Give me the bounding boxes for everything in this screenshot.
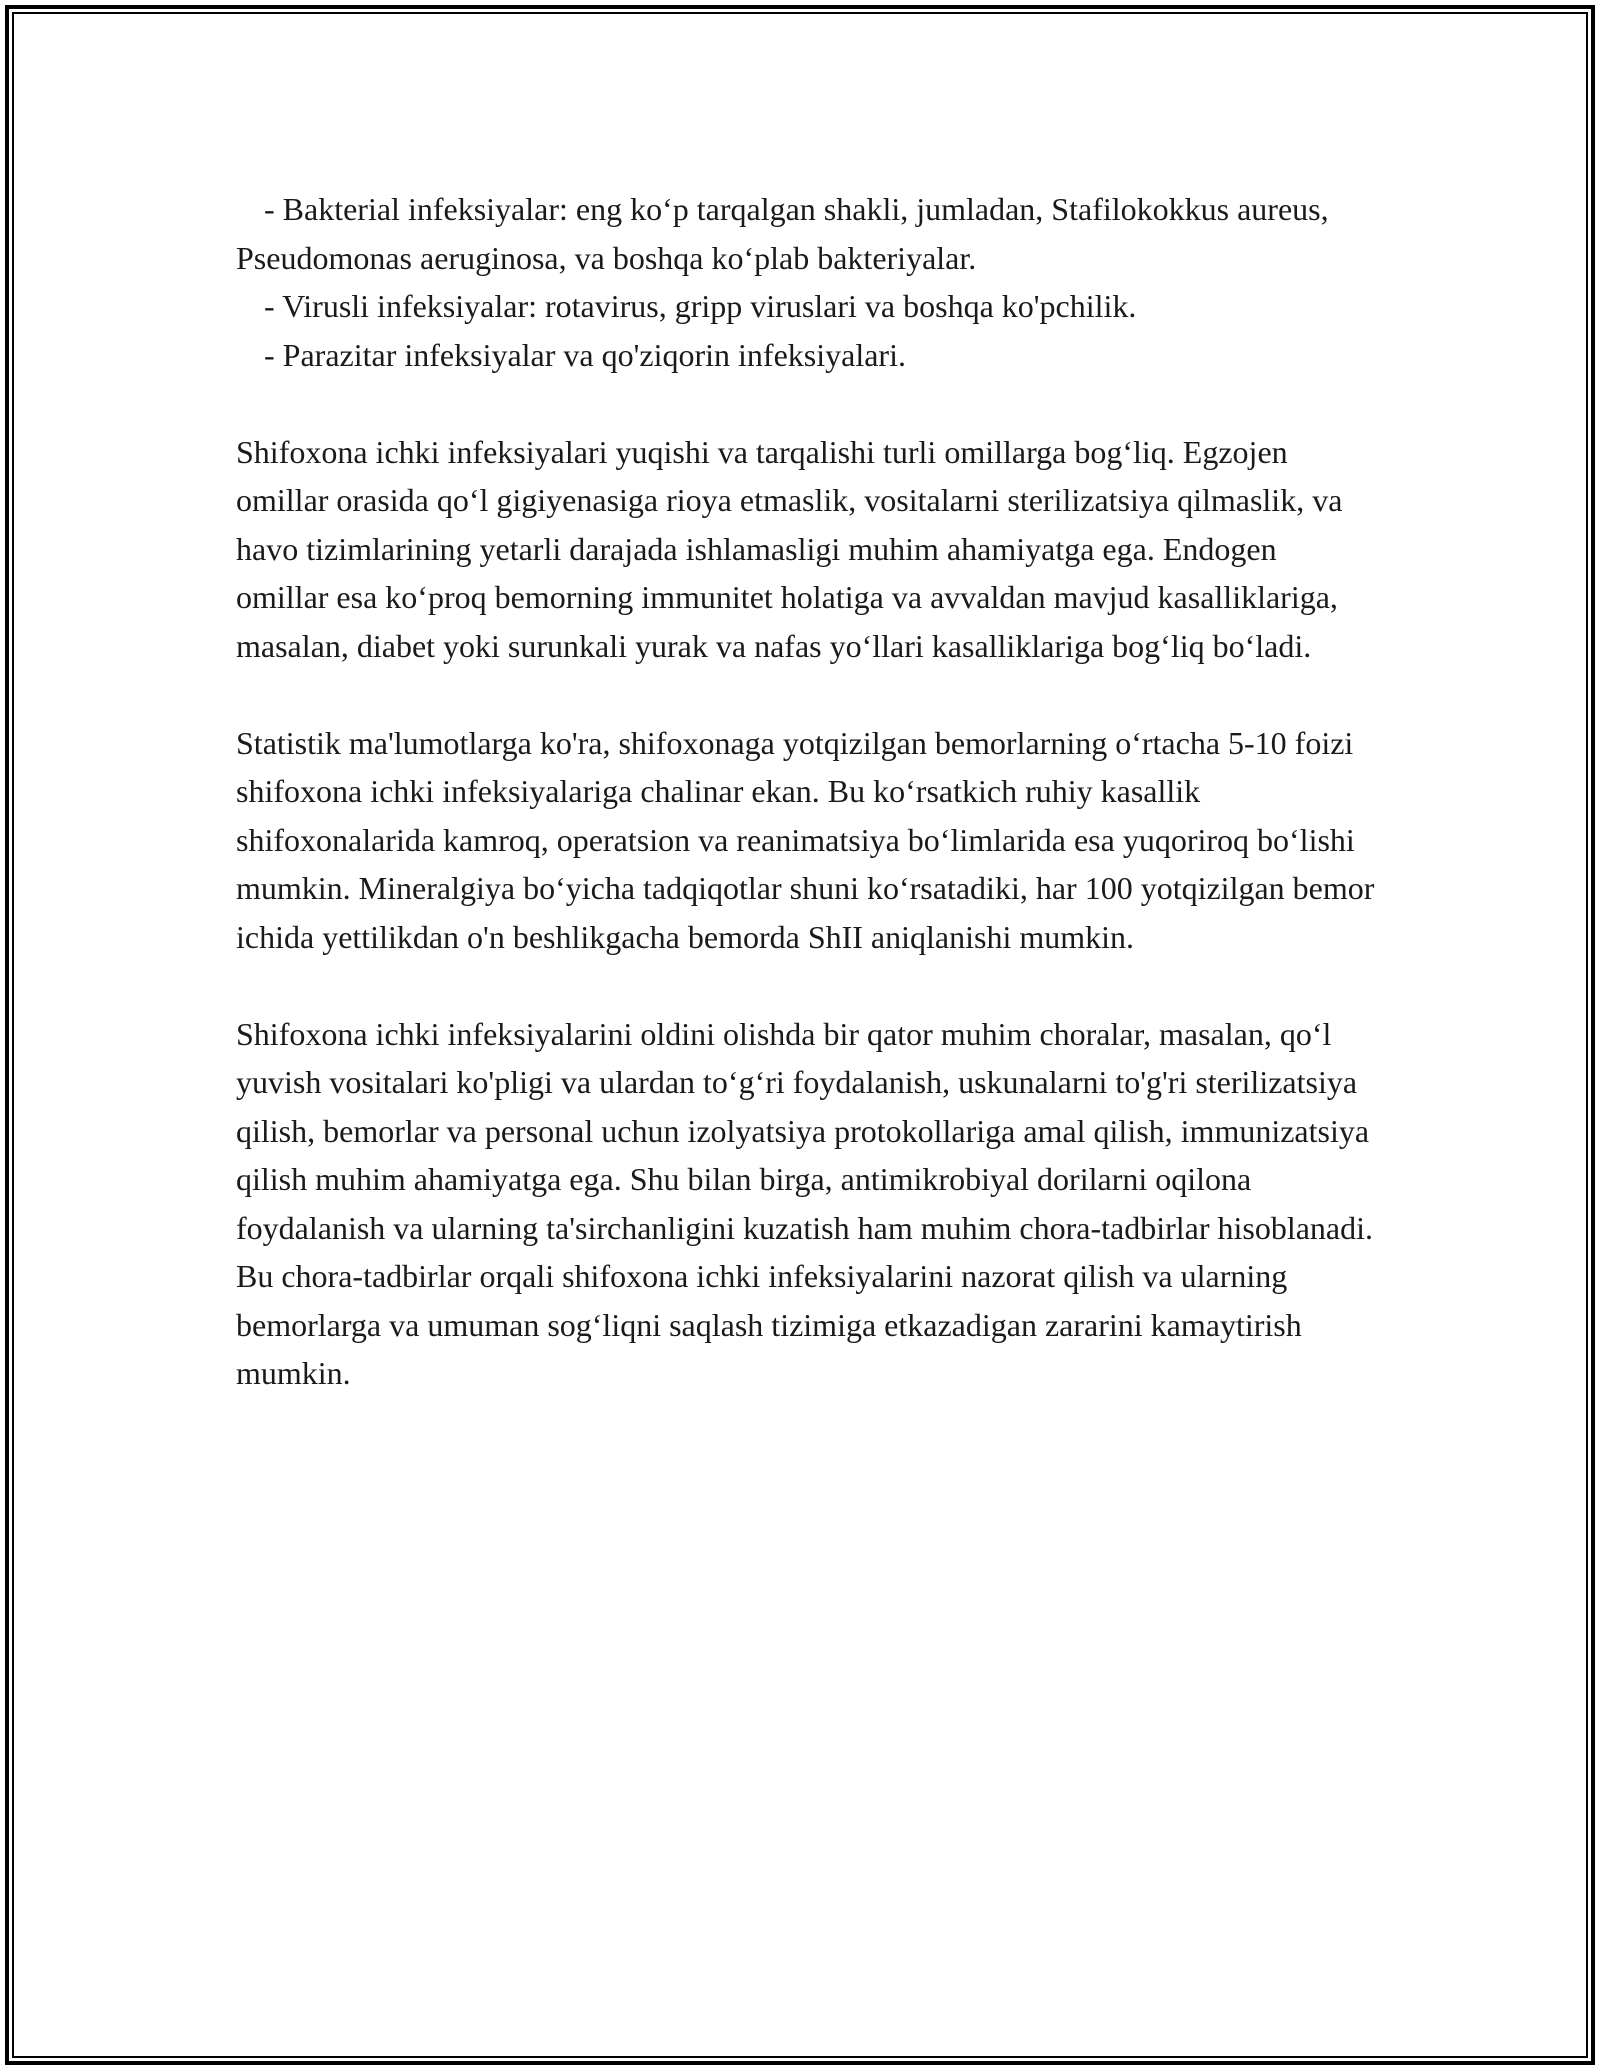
bullet-viral: - Virusli infeksiyalar: rotavirus, gripp viruslari va boshqa ko'pchilik. (264, 288, 1137, 324)
bullet-bacterial: - Bakterial infeksiyalar: eng koʻp tarqalgan shakli, jumladan, Stafilokokkus aureus, Pseudomonas aeruginosa, va boshqa koʻplab bakteriyalar. (236, 191, 1329, 276)
paragraph-gap (236, 379, 1376, 428)
bullet-parasitic: - Parazitar infeksiyalar va qo'ziqorin infeksiyalari. (264, 336, 906, 373)
document-body (236, 185, 1376, 1398)
paragraph-prevention: Shifoxona ichki infeksiyalarini oldini olishda bir qator muhim choralar, masalan, qoʻl yuvish vositalari ko'pligi va ulardan toʻgʻri foydalanish, uskunalarni to'g'ri sterilizatsiya qilish, bemorlar va personal uchun izolyatsiya protokollariga amal qilish, immunizatsiya qilish muhim ahamiyatga ega. Shu bilan birga, antimikrobiyal dorilarni oqilona foydalanish va ularning ta'sirchanligini kuzatish ham muhim chora-tadbirlar hisoblanadi. Bu chora-tadbirlar orqali shifoxona ichki infeksiyalarini nazorat qilish va ularning bemorlarga va umuman sogʻliqni saqlash tizimiga etkazadigan zararini kamaytirish mumkin. (236, 1015, 1374, 1391)
paragraph-factors: Shifoxona ichki infeksiyalari yuqishi va tarqalishi turli omillarga bogʻliq. Egzojen omillar orasida qoʻl gigiyenasiga rioya etmaslik, vositalarni sterilizatsiya qilmaslik, va havo tizimlarining yetarli darajada ishlamasligi muhim ahamiyatga ega. Endogen omillar esa koʻproq bemorning immunitet holatiga va avvaldan mavjud kasalliklariga, masalan, diabet yoki surunkali yurak va nafas yoʻllari kasalliklariga bogʻliq boʻladi. (236, 433, 1343, 664)
paragraph-statistics: Statistik ma'lumotlarga ko'ra, shifoxonaga yotqizilgan bemorlarning oʻrtacha 5-10 foizi shifoxona ichki infeksiyalariga chalinar ekan. Bu koʻrsatkich ruhiy kasallik shifoxonalarida kamroq, operatsion va reanimatsiya boʻlimlarida esa yuqoriroq boʻlishi mumkin. Mineralgiya boʻyicha tadqiqotlar shuni koʻrsatadiki, har 100 yotqizilgan bemor ichida yettilikdan o'n beshlikgacha bemorda ShII aniqlanishi mumkin. (236, 724, 1375, 955)
paragraph-gap (236, 961, 1376, 1010)
paragraph-gap (236, 670, 1376, 719)
